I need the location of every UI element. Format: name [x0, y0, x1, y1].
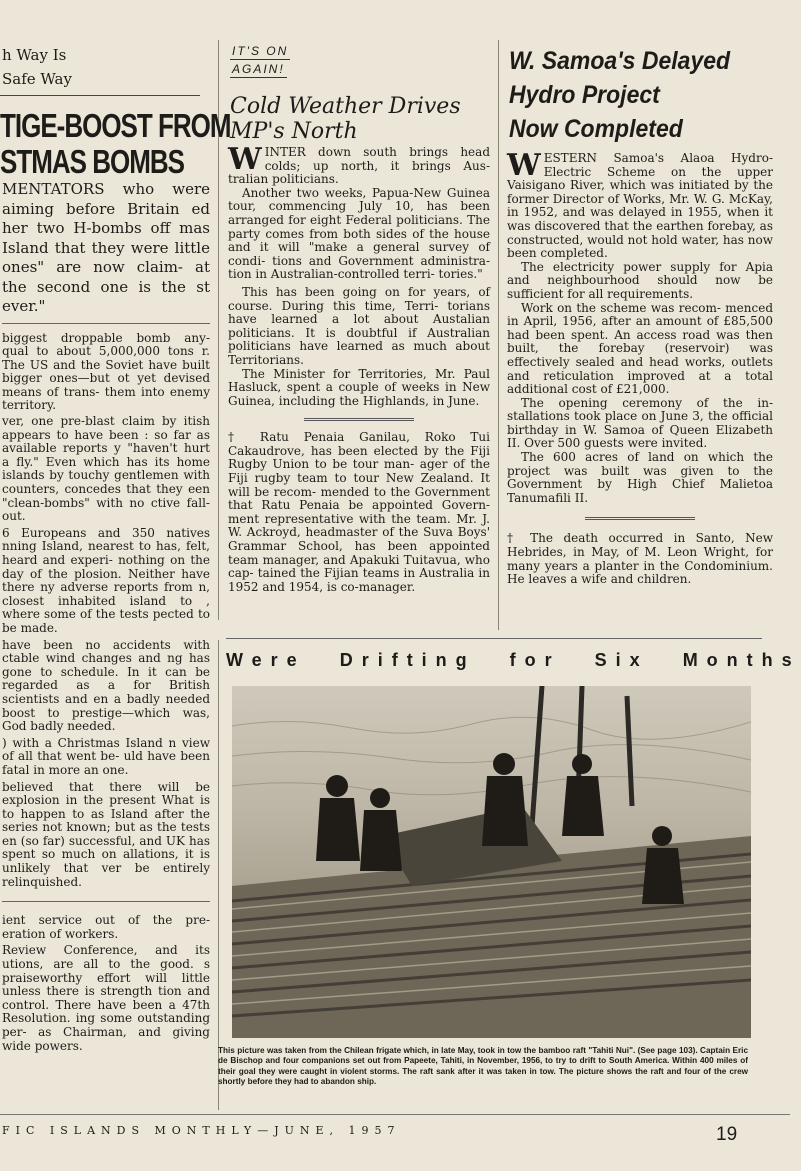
- left-p8: Review Conference, and its utions, are all to the good. s praiseworthy effort will little unless there is strength tion and control. There have been a 47th Resolution. ing some outstanding per- as Chairman, and giving wide powers.: [2, 943, 210, 1053]
- kicker-line1: IT'S ON: [232, 44, 289, 58]
- photo-caption: This picture was taken from the Chilean frigate which, in late May, took in tow the bamboo raft "Tahiti Nui". (See page 103). Captain Eric de Bischop and four companions set out from Papeete, Tahiti, in November, 1956, to try to drift to South America. Within 400 miles of their goal they were caught in violent storms. The raft sank after it was taken in tow. The picture shows the raft and four of the crew shortly before they had to abandon ship.: [218, 1046, 748, 1087]
- left-header-line1: h Way Is: [2, 46, 67, 64]
- middle-p3: The Minister for Territories, Mr. Paul Hasluck, spent a couple of weeks in New Guinea, including the Highlands, in June.: [228, 366, 490, 408]
- right-headline-line2: Hydro Project: [509, 81, 660, 109]
- left-header-line2: Safe Way: [2, 70, 72, 88]
- left-lead: MENTATORS who were aiming before Britain ed her two H-bombs off mas Island that they were little ones" are now claim- at the second one is the st ever.": [2, 180, 210, 315]
- column-divider-lower: [218, 640, 219, 1110]
- left-p7: ient service out of the pre- eration of workers.: [2, 913, 210, 941]
- right-headline-line1: W. Samoa's Delayed: [509, 47, 731, 75]
- middle-headline: Cold Weather Drives MP's North: [230, 94, 461, 144]
- left-p1: biggest droppable bomb any- qual to about 5,000,000 tons r. The US and the Soviet have built bigger ones—but ot yet devised means of trans- them into enemy territory.: [2, 330, 210, 413]
- column-divider-right: [498, 40, 499, 630]
- photo-heading: Were Drifting for Six Months: [226, 650, 801, 670]
- raft-photo-illustration: [232, 686, 751, 1038]
- middle-p4: † Ratu Penaia Ganilau, Roko Tui Cakaudrove, has been elected by the Fiji Rugby Union to be tour man- ager of the Fiji rugby team to tour New Zealand. It will be recom- mended to the Government that Ratu Penaia be appointed Govern- ment representative with the team. Mr. J. W. Ackroyd, headmaster of the Suva Boys' Grammar School, has been appointed team manager, and Apakuki Tuitavua, who cap- tained the Fijian teams in Australia in 1952 and 1954, is co-manager.: [228, 430, 490, 594]
- right-headline-line3: Now Completed: [509, 115, 683, 143]
- left-p6: believed that there will be explosion in the present What is to happen to as Island after the series not known; but as the tests en (so far) successful, and UK has spent so much on allations, it is unlikely that ver be entirely relinquished.: [2, 779, 210, 889]
- left-rule-2: [2, 901, 210, 902]
- right-p2: Work on the scheme was recom- menced in April, 1956, after an amount of £85,500 had been spent. An access road was then built, the forebay (reservoir) was effectively sealed and head works, outlets and reticulation improved at a total additional cost of £21,000.: [507, 300, 773, 397]
- right-dropcap: W: [507, 148, 541, 183]
- right-lead: ESTERN Samoa's Alaoa Hydro- Electric Scheme on the upper Vaisigano River, which was initiated by the former Director of Works, Mr. W. G. McKay, in 1952, and was delayed in 1955, when it was discovered that the earthen forebay, as constructed, would not hold water, has now been completed.: [507, 151, 773, 261]
- kicker-line2: AGAIN!: [232, 62, 285, 76]
- middle-lead: INTER down south brings head colds; up north, it brings Aus- tralian politicians.: [228, 145, 490, 187]
- middle-divider: [304, 418, 414, 421]
- left-p4: have been no accidents with ctable wind changes and ng has gone to schedule. In it can be regarded as a for British scientists and en a badly needed boost to prestige—which was, God badly needed.: [2, 637, 210, 734]
- middle-dropcap: W: [228, 142, 262, 177]
- photo-top-rule: [226, 638, 762, 639]
- right-p4: The 600 acres of land on which the project was built was given to the Government by High Chief Malietoa Tanumafili II.: [507, 450, 773, 505]
- footer-rule: [0, 1114, 790, 1115]
- left-header-rule: [0, 95, 200, 96]
- left-p3: 6 Europeans and 350 natives nning Island, nearest to has, felt, heard and experi- nothing on the day of the plosion. Neither have there ny adverse reports from n, closest inhabited island to , where some of the tests pected to be made.: [2, 525, 210, 635]
- left-headline-line2: STMAS BOMBS: [0, 142, 184, 181]
- right-p3: The opening ceremony of the in- stallations took place on June 3, the official birthday in W. Samoa of Queen Elizabeth II. Over 500 guests were invited.: [507, 395, 773, 451]
- right-p5: † The death occurred in Santo, New Hebrides, in May, of M. Leon Wright, for many years a planter in the Condominium. He leaves a wife and children.: [507, 531, 773, 587]
- middle-p1: Another two weeks, Papua-New Guinea tour, commencing July 10, has been arranged for eight Federal politicians. The party comes from both sides of the house and it will "make a general survey of condi- tions and Government administra- tion in Australian-controlled terri- tories.": [228, 185, 490, 282]
- right-p1: The electricity power supply for Apia and neighbourhood should now be sufficient for all requirements.: [507, 259, 773, 301]
- right-divider: [585, 517, 695, 520]
- page-number: 19: [716, 1124, 738, 1145]
- footer-running-title: FIC ISLANDS MONTHLY—JUNE, 1957: [2, 1124, 401, 1137]
- left-headline-line1: TIGE-BOOST FROM: [0, 106, 231, 145]
- middle-p2: This has been going on for years, of course. During this time, Terri- torians have learned a lot about Austalian politicians. It is doubtful if Australian politicians have learned as much about Territorians.: [228, 284, 490, 367]
- raft-photo: [232, 686, 751, 1038]
- left-rule-1: [2, 323, 210, 324]
- left-p2: ver, one pre-blast claim by itish appears to have been : so far as available reports y "haven't hurt a fly." Even which has its home islands by touchy gentlemen with counters, concedes that they een "clean-bombs" with no ctive fall-out.: [2, 414, 210, 524]
- left-p5: ) with a Christmas Island n view of all that went be- uld have been fatal in more an one.: [2, 735, 210, 777]
